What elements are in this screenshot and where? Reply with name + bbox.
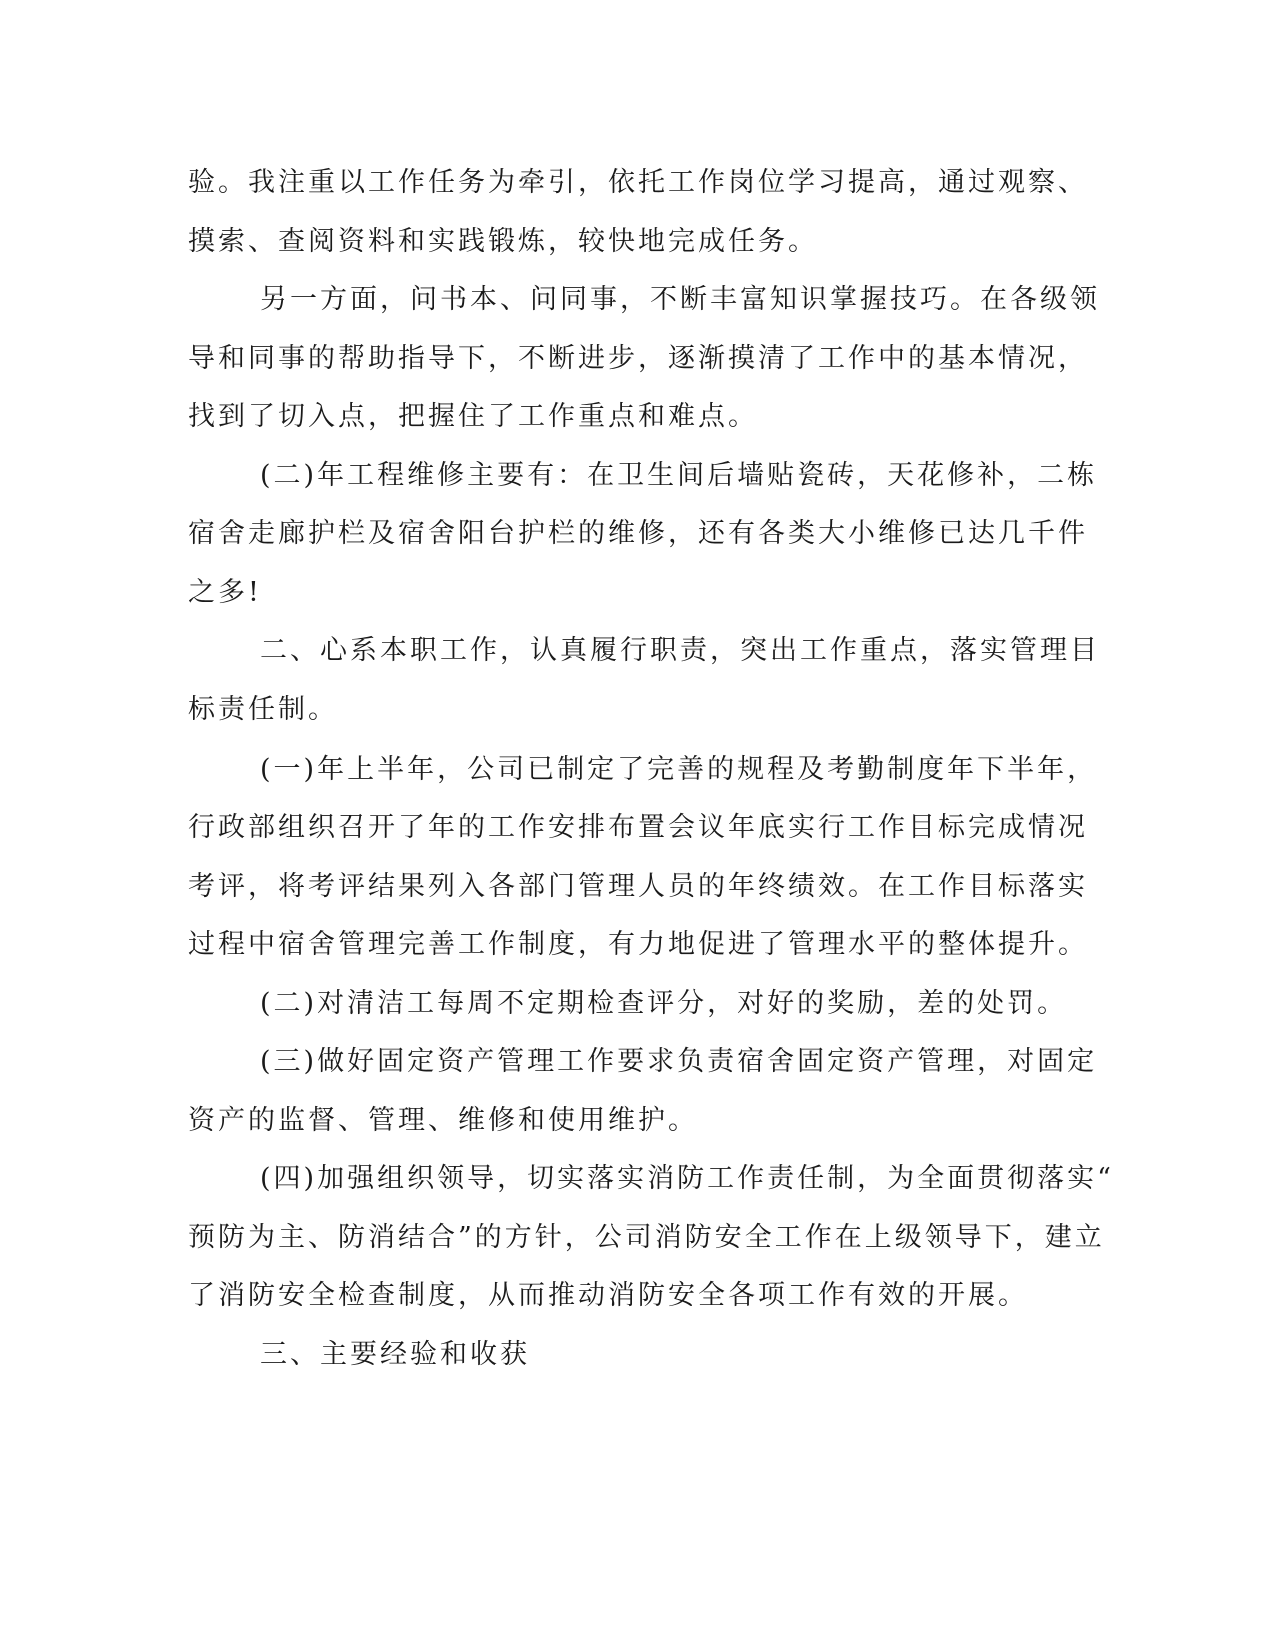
text-line-10: 标责任制。 [188, 694, 338, 725]
text-line-11: (一)年上半年，公司已制定了完善的规程及考勤制度年下半年， [260, 754, 1098, 785]
text-line-7: 宿舍走廊护栏及宿舍阳台护栏的维修，还有各类大小维修已达几千件 [188, 518, 1088, 549]
text-line-15: (二)对清洁工每周不定期检查评分，对好的奖励，差的处罚。 [260, 988, 1068, 1019]
text-line-19: 预防为主、防消结合”的方针，公司消防安全工作在上级领导下，建立 [188, 1222, 1105, 1253]
text-line-13: 考评，将考评结果列入各部门管理人员的年终绩效。在工作目标落实 [188, 871, 1088, 902]
text-line-16: (三)做好固定资产管理工作要求负责宿舍固定资产管理，对固定 [260, 1046, 1098, 1077]
text-line-6: (二)年工程维修主要有：在卫生间后墙贴瓷砖，天花修补，二栋 [260, 460, 1098, 491]
section-heading-3: 三、主要经验和收获 [260, 1339, 530, 1370]
text-line-12: 行政部组织召开了年的工作安排布置会议年底实行工作目标完成情况 [188, 812, 1088, 843]
text-line-2: 摸索、查阅资料和实践锻炼，较快地完成任务。 [188, 226, 818, 257]
text-line-14: 过程中宿舍管理完善工作制度，有力地促进了管理水平的整体提升。 [188, 929, 1088, 960]
text-line-5: 找到了切入点，把握住了工作重点和难点。 [188, 401, 758, 432]
text-line-8: 之多! [188, 577, 262, 608]
text-line-17: 资产的监督、管理、维修和使用维护。 [188, 1105, 698, 1136]
text-line-4: 导和同事的帮助指导下，不断进步，逐渐摸清了工作中的基本情况， [188, 343, 1088, 374]
text-line-9: 二、心系本职工作，认真履行职责，突出工作重点，落实管理目 [260, 635, 1100, 666]
text-line-18: (四)加强组织领导，切实落实消防工作责任制，为全面贯彻落实“ [260, 1163, 1114, 1194]
text-line-1: 验。我注重以工作任务为牵引，依托工作岗位学习提高，通过观察、 [188, 167, 1088, 198]
text-line-3: 另一方面，问书本、问同事，不断丰富知识掌握技巧。在各级领 [260, 284, 1100, 315]
text-line-20: 了消防安全检查制度，从而推动消防安全各项工作有效的开展。 [188, 1280, 1028, 1311]
